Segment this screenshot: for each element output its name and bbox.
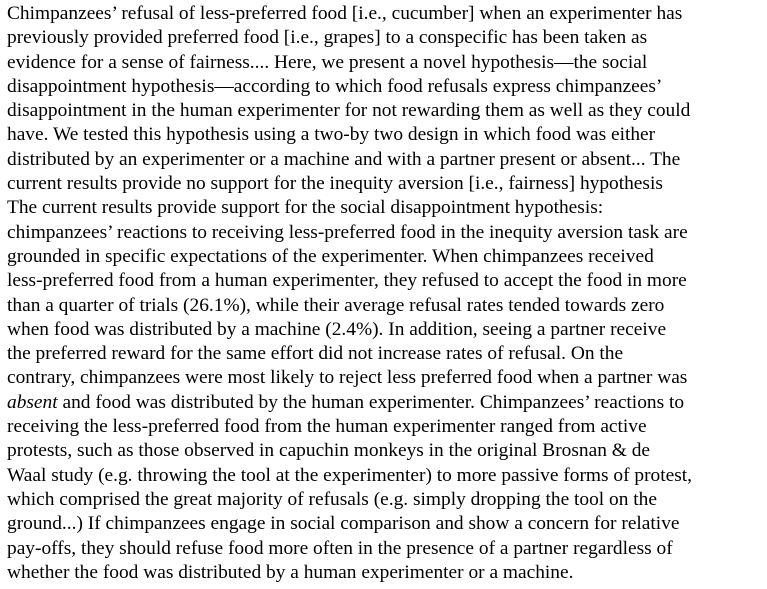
text-line: which comprised the great majority of refusals (e.g. simply dropping the tool on the	[7, 488, 657, 510]
text-line: than a quarter of trials (26.1%), while their average refusal rates tended towards zero	[7, 294, 665, 316]
text-line: The current results provide support for the social disappointment hypothesis:	[7, 197, 604, 219]
text-line: chimpanzees’ reactions to receiving less-preferred food in the inequity aversion task are	[7, 221, 688, 243]
text-line: distributed by an experimenter or a machine and with a partner present or absent... The	[7, 148, 681, 170]
text-line: less-preferred food from a human experimenter, they refused to accept the food in more	[7, 270, 687, 292]
text-line: pay-offs, they should refuse food more often in the presence of a partner regardless of	[7, 537, 673, 559]
text-line: previously provided preferred food [i.e., grapes] to a conspecific has been taken as	[7, 27, 648, 49]
text-line: the preferred reward for the same effort did not increase rates of refusal. On the	[7, 343, 624, 365]
text-line: when food was distributed by a machine (2.4%). In addition, seeing a partner receive	[7, 318, 667, 340]
text-line: whether the food was distributed by a human experimenter or a machine.	[7, 561, 574, 583]
excerpt-text-block	[7, 2, 763, 585]
text-line: Waal study (e.g. throwing the tool at the experimenter) to more passive forms of protest,	[7, 464, 693, 486]
text-line	[7, 391, 763, 415]
text-line: ground...) If chimpanzees engage in social comparison and show a concern for relative	[7, 513, 680, 535]
text-line: Chimpanzees’ refusal of less-preferred food [i.e., cucumber] when an experimenter has	[7, 3, 683, 24]
emphasized-word: absent	[7, 391, 58, 413]
text-line: grounded in specific expectations of the experimenter. When chimpanzees received	[7, 245, 654, 267]
text-line: disappointment in the human experimenter for not rewarding them as well as they could	[7, 100, 691, 122]
text-line: have. We tested this hypothesis using a two-by two design in which food was either	[7, 124, 656, 146]
text-line: disappointment hypothesis—according to which food refusals express chimpanzees’	[7, 75, 663, 97]
text-line: evidence for a sense of fairness.... Here, we present a novel hypothesis—the social	[7, 51, 648, 73]
text-line: protests, such as those observed in capuchin monkeys in the original Brosnan & de	[7, 440, 650, 462]
text-line: receiving the less-preferred food from the human experimenter ranged from active	[7, 416, 647, 438]
text-line: current results provide no support for the inequity aversion [i.e., fairness] hypothesis	[7, 173, 663, 195]
text-line-after: and food was distributed by the human experimenter. Chimpanzees’ reactions to	[57, 391, 685, 413]
text-line: contrary, chimpanzees were most likely to reject less preferred food when a partner was	[7, 367, 688, 389]
